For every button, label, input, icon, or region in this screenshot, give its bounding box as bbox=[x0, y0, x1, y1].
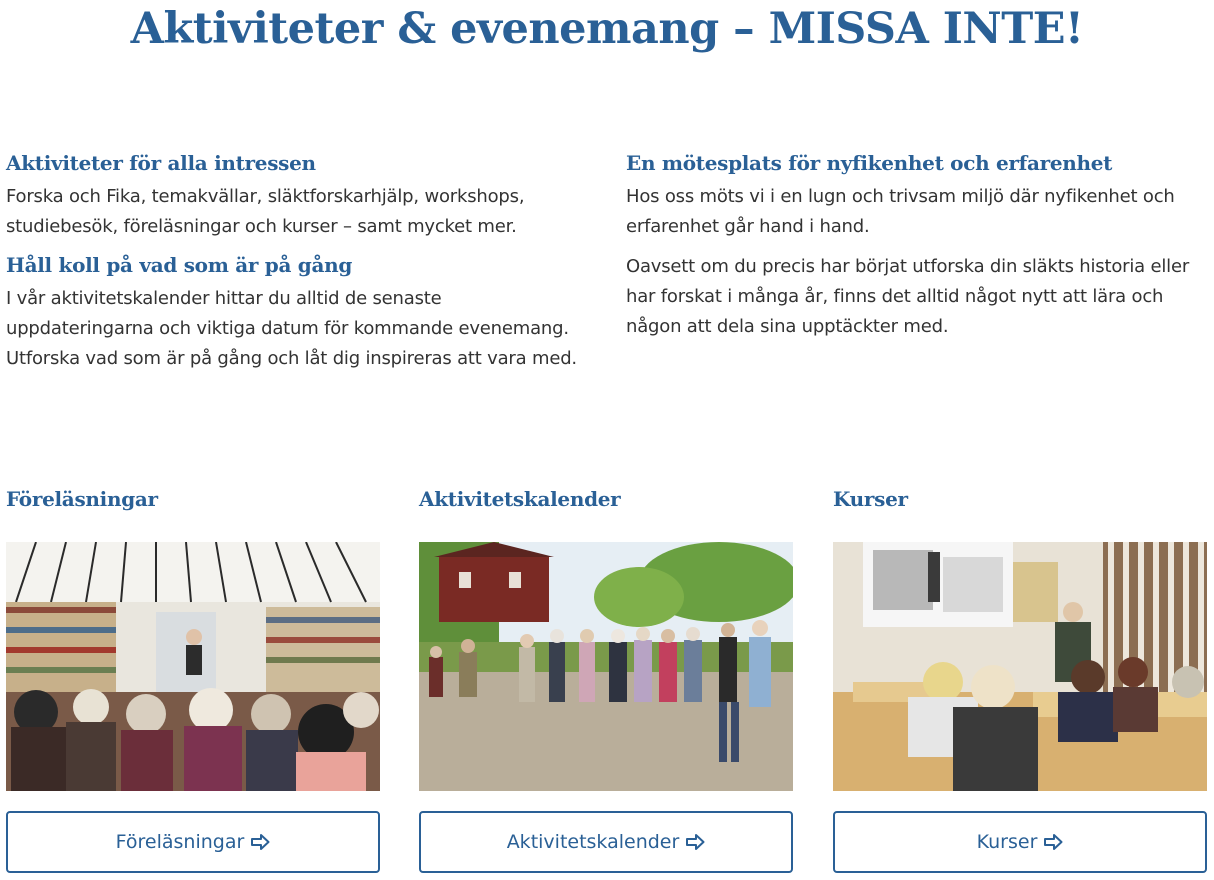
calendar-text: I vår aktivitetskalender hittar du alltid de senaste uppdateringarna och viktiga datum för kommande evenemang. Utforska vad som är på gång och låt dig inspireras att vara med. bbox=[6, 288, 577, 369]
page-title: Aktiviteter & evenemang – MISSA INTE! bbox=[130, 4, 1084, 54]
intro-right-column bbox=[626, 148, 1211, 342]
card-title-activity-calendar: Aktivitetskalender bbox=[419, 487, 621, 511]
courses-photo[interactable] bbox=[833, 542, 1207, 791]
lectures-button[interactable] bbox=[6, 811, 380, 873]
section-heading-meeting-place: En mötesplats för nyfikenhet och erfarenhet bbox=[626, 151, 1113, 175]
lecture-photo[interactable] bbox=[6, 542, 380, 791]
section-heading-calendar: Håll koll på vad som är på gång bbox=[6, 253, 353, 277]
activity-calendar-photo[interactable] bbox=[419, 542, 793, 791]
arrow-right-icon bbox=[1044, 834, 1063, 850]
intro-left-column bbox=[6, 148, 581, 374]
meeting-place-text-2: Oavsett om du precis har börjat utforska din släkts historia eller har forskat i många år, finns det alltid något nytt att lära och någon att dela sina upptäckter med. bbox=[626, 256, 1190, 337]
card-lectures bbox=[6, 484, 380, 853]
lectures-button-label: Föreläsningar bbox=[115, 831, 245, 853]
meeting-place-text-1: Hos oss möts vi i en lugn och trivsam miljö där nyfikenhet och erfarenhet går hand i hand. bbox=[626, 186, 1175, 237]
classroom-course-photo bbox=[833, 542, 1207, 791]
card-courses bbox=[833, 484, 1207, 853]
courses-button[interactable] bbox=[833, 811, 1207, 873]
activities-text: Forska och Fika, temakvällar, släktforskarhjälp, workshops, studiebesök, föreläsningar och kurser – samt mycket mer. bbox=[6, 186, 525, 237]
outdoor-group-tour-photo bbox=[419, 542, 793, 791]
activity-calendar-button[interactable] bbox=[419, 811, 793, 873]
card-title-courses: Kurser bbox=[833, 487, 908, 511]
card-activity-calendar bbox=[419, 484, 793, 853]
courses-button-label: Kurser bbox=[976, 831, 1038, 853]
arrow-right-icon bbox=[251, 834, 270, 850]
section-heading-activities: Aktiviteter för alla intressen bbox=[6, 151, 316, 175]
lecture-audience-library-photo bbox=[6, 542, 380, 791]
arrow-right-icon bbox=[686, 834, 705, 850]
card-title-lectures: Föreläsningar bbox=[6, 487, 158, 511]
activity-calendar-button-label: Aktivitetskalender bbox=[506, 831, 680, 853]
